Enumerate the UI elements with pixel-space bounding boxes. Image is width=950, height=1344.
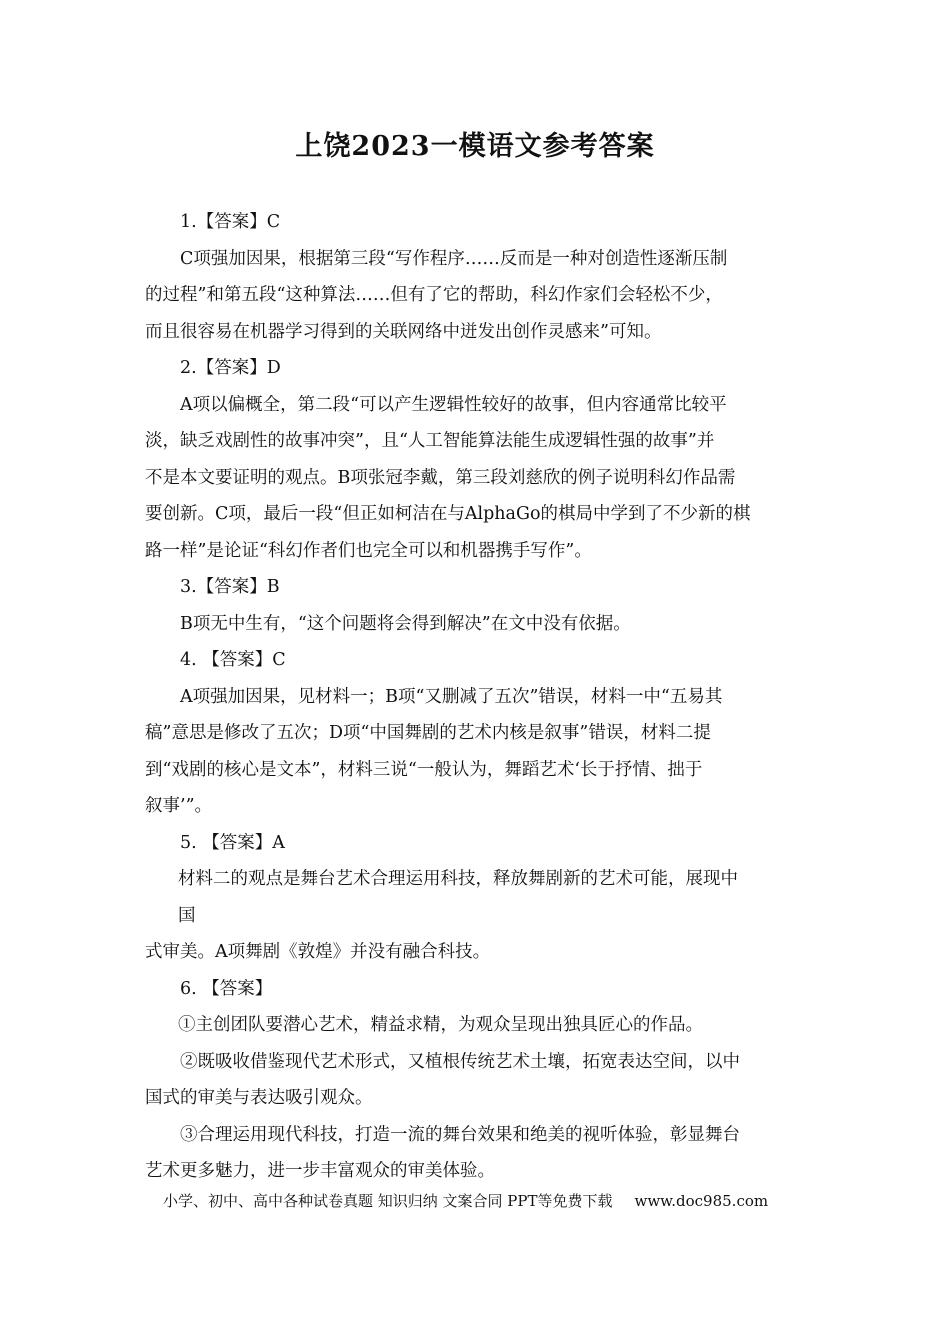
answer-6-heading: 6. 【答案】 [180,978,273,999]
answer-5-heading: 5. 【答案】A [180,832,285,853]
page-title: 上饶2023一模语文参考答案 [295,131,655,162]
answer-1-text: C项强加因果，根据第三段“写作程序……反而是一种对创造性逐渐压制 [180,248,728,269]
answer-4-text: 叙事’”。 [145,796,213,816]
answer-4-text: 到“戏剧的核心是文本”，材料三说“一般认为，舞蹈艺术‘长于抒情、拙于 [145,759,703,780]
answer-6-text: 国式的审美与表达吸引观众。 [145,1088,373,1108]
answer-3-text: B项无中生有，“这个问题将会得到解决”在文中没有依据。 [180,613,631,634]
answer-6-text: 艺术更多魅力，进一步丰富观众的审美体验。 [145,1161,495,1181]
answer-2-text: 淡，缺乏戏剧性的故事冲突”，且“人工智能算法能生成逻辑性强的故事”并 [145,431,715,451]
answer-4-text: 稿”意思是修改了五次；D项“中国舞剧的艺术内核是叙事”错误，材料二提 [145,723,711,743]
answer-2-text: 不是本文要证明的观点。B项张冠李戴，第三段刘慈欣的例子说明科幻作品需 [145,467,736,488]
answer-4-text: A项强加因果，见材料一；B项“又删减了五次”错误，材料一中“五易其 [180,686,723,707]
answer-1-heading: 1.【答案】C [180,212,281,232]
answer-2-text: A项以偏概全，第二段“可以产生逻辑性较好的故事，但内容通常比较平 [180,394,727,415]
answer-2-heading: 2.【答案】D [180,358,281,378]
footer-text: 小学、初中、高中各种试卷真题 知识归纳 文案合同 PPT等免费下载 [163,1192,613,1210]
answer-body [145,204,810,1190]
answer-5-text: 式审美。A项舞剧《敦煌》并没有融合科技。 [145,942,491,962]
answer-4-heading: 4. 【答案】C [180,650,286,670]
answer-6-point: ②既吸收借鉴现代艺术形式，又植根传统艺术土壤，拓宽表达空间，以中 [180,1051,740,1072]
answer-6-point: ①主创团队要潜心艺术，精益求精，为观众呈现出独具匠心的作品。 [178,1015,703,1035]
answer-5-text: 国 [178,905,196,926]
footer-url-link[interactable]: www.doc985.com [634,1192,769,1210]
answer-1-text: 而且很容易在机器学习得到的关联网络中迸发出创作灵感来”可知。 [145,321,662,342]
answer-6-point: ③合理运用现代科技，打造一流的舞台效果和绝美的视听体验，彰显舞台 [180,1124,740,1145]
answer-3-heading: 3.【答案】B [180,577,280,597]
answer-2-text: 要创新。C项，最后一段“但正如柯洁在与AlphaGo的棋局中学到了不少新的棋 [145,504,751,524]
answer-1-text: 的过程”和第五段“这种算法……但有了它的帮助，科幻作家们会轻松不少， [145,285,723,305]
answer-5-text: 材料二的观点是舞台艺术合理运用科技，释放舞剧新的艺术可能，展现中 [178,869,738,889]
answer-2-text: 路一样”是论证“科幻作者们也完全可以和机器携手写作”。 [145,540,592,561]
page-footer [163,1190,803,1211]
